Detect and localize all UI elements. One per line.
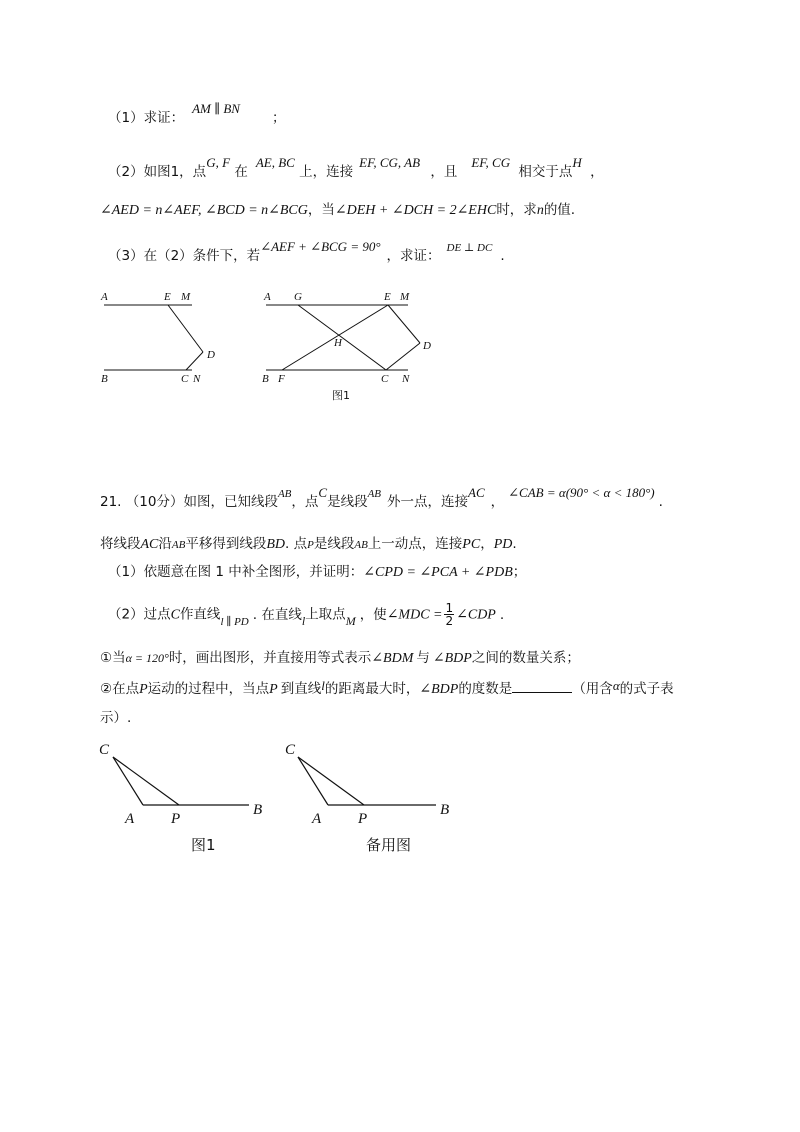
label-B: B [262, 373, 269, 385]
caption-backup: 备用图 [366, 836, 412, 854]
p21-q1-a: （1）依题意在图 1 中补全图形，并证明： [108, 564, 364, 580]
label-E: E [384, 291, 391, 303]
p21-l1-c: C [318, 485, 328, 500]
p20-q2-line2 [100, 200, 575, 221]
p21-line1 [100, 485, 663, 513]
q2-math-h: H [572, 155, 582, 170]
label-E: E [164, 291, 171, 303]
p21-l1-end: . [658, 494, 663, 510]
p20-q2-line1 [108, 155, 604, 182]
answer-blank[interactable] [512, 678, 572, 693]
p21-s2-alpha: α [612, 678, 620, 693]
q2-math-aebc: AE, BC [255, 155, 295, 170]
p21-l2-f: 上一动点，连接 [367, 536, 463, 552]
segment-DC [186, 352, 203, 370]
q2-l2-text-d: 的值. [543, 202, 576, 218]
segment-ED [388, 305, 420, 343]
label-A: A [264, 291, 271, 303]
q2-text-b: 在 [234, 164, 248, 180]
p21-line2 [100, 534, 517, 555]
label-D: D [207, 349, 215, 361]
p21-s2-e: 的度数是 [458, 681, 513, 697]
label-H: H [334, 337, 342, 349]
label-A: A [125, 811, 135, 827]
q1-math: AM ∥ BN [192, 101, 240, 116]
figure-21-fig1 [95, 738, 275, 858]
p21-s2-b: 运动的过程中，当点 [147, 681, 270, 697]
p21-s1-b: 时，画出图形，并直接用等式表示 [168, 650, 372, 666]
p20-q1 [108, 101, 286, 128]
p21-s2-p2: P [269, 682, 278, 697]
p21-q2-math: ∠MDC = [386, 607, 443, 623]
p21-q2-end: . [499, 606, 505, 623]
q2-l2-text-b: ，当 [307, 202, 335, 218]
p21-l2-bd: BD [266, 537, 286, 552]
label-A: A [312, 811, 322, 827]
p21-q2-l: l ∥ PD [220, 615, 249, 628]
p21-sub1 [100, 648, 580, 669]
p21-l2-end: . [512, 536, 517, 552]
p21-l1-f: ， [490, 494, 505, 510]
p21-l2-e: 是线段 [313, 536, 355, 552]
p21-l1-ab2: AB [367, 488, 382, 500]
p21-l2-c: 平移得到线段 [185, 536, 267, 552]
p21-s2-bdp: ∠BDP [419, 682, 459, 697]
fraction-numerator: 1 [445, 601, 454, 615]
q2-text-a: （2）如图1，点 [108, 164, 207, 180]
label-C: C [99, 742, 110, 758]
p21-q2-l2: l [301, 613, 306, 628]
p21-q1 [108, 562, 526, 583]
label-P: P [171, 811, 181, 827]
p21-s1-bdp: ∠BDP [432, 651, 472, 666]
p21-l1-ac: AC [468, 485, 485, 500]
p21-q2-d: . 在直线 [252, 606, 302, 623]
p21-q1-math: ∠CPD = ∠PCA + ∠PDB [363, 565, 513, 580]
p21-l1-d: 是线段 [327, 494, 368, 510]
p21-l2-g: ， [480, 536, 494, 552]
segment-ED [168, 305, 203, 352]
q1-end: ； [271, 110, 286, 126]
label-F: F [278, 373, 285, 385]
fraction-one-half [444, 602, 454, 627]
p21-s1-alpha: α = 120° [125, 651, 169, 665]
label-M: M [400, 291, 410, 303]
label-D: D [423, 340, 431, 352]
q2-text-e: 相交于点 [518, 164, 573, 180]
p21-q2-e: 上取点 [305, 606, 346, 623]
p21-q2-f: ，使 [359, 606, 387, 623]
label-B: B [440, 802, 450, 818]
p21-s2-l: l [321, 678, 325, 693]
figure-21-backup [280, 738, 480, 858]
figure-20-right [260, 288, 440, 408]
label-M: M [181, 291, 191, 303]
p21-l2-ab: AB [171, 539, 186, 551]
label-C: C [285, 742, 296, 758]
segment-CA [113, 757, 143, 805]
p21-l2-ac: AC [140, 537, 159, 552]
label-G: G [294, 291, 302, 303]
label-P: P [358, 811, 368, 827]
p21-s2-p: P [139, 682, 148, 697]
p21-s1-bdm: ∠BDM [371, 651, 414, 666]
p21-sub2 [100, 678, 674, 700]
p21-q2-b: 作直线 [179, 606, 221, 623]
q2-math-efcg: EF, CG [471, 155, 511, 170]
p21-s1-c: 与 [416, 650, 430, 666]
q2-text-d: ，且 [430, 164, 458, 180]
p21-l2-d: . 点 [285, 536, 308, 552]
p21-q2-m: M [345, 613, 356, 628]
p21-l1-math: ∠CAB = α(90° < α < 180°) [508, 485, 655, 500]
q3-math: ∠AEF + ∠BCG = 90° [260, 239, 381, 254]
p21-l2-pd: PD [493, 537, 513, 552]
p21-q1-end: ； [512, 564, 527, 580]
label-C: C [181, 373, 189, 385]
p21-l1-b: ，点 [291, 494, 319, 510]
p21-s2-d: 的距离最大时， [324, 681, 420, 697]
q2-text-c: 上，连接 [299, 164, 354, 180]
p21-sub2-cont [100, 708, 131, 728]
p21-q2-c: C [170, 607, 180, 623]
label-B: B [101, 373, 108, 385]
q2-l2-n: n [536, 203, 544, 218]
p21-l1-ab: AB [277, 488, 292, 500]
segment-DC [386, 343, 420, 370]
segment-CA [298, 757, 328, 805]
figure-20-left [98, 288, 218, 388]
segment-CP [298, 757, 364, 805]
q2-l2-math2: ∠DEH + ∠DCH = 2∠EHC [334, 203, 497, 218]
p21-s2-f: （用含 [572, 681, 613, 697]
p21-l2-p: P [307, 539, 314, 551]
p21-l2-ab2: AB [354, 539, 368, 551]
fraction-denominator: 2 [445, 614, 454, 628]
q3-text-a: （3）在（2）条件下，若 [108, 248, 261, 264]
p21-s1-d: 之间的数量关系； [471, 650, 580, 666]
q3-math2: DE ⊥ DC [446, 242, 493, 254]
p21-q2 [108, 602, 504, 627]
p21-l2-b: 沿 [158, 536, 172, 552]
p21-s2-c: 到直线 [280, 681, 322, 697]
caption-fig1: 图1 [332, 389, 350, 402]
label-N: N [402, 373, 410, 385]
q3-end: . [500, 248, 505, 264]
p21-s2-a: ②在点 [100, 681, 140, 697]
p21-s2-h: 示）. [100, 710, 132, 726]
p21-q2-math2: ∠CDP [456, 607, 496, 623]
label-N: N [193, 373, 201, 385]
p21-s2-g: 的式子表 [619, 681, 674, 697]
segment-CP [113, 757, 179, 805]
q2-l2-text-c: 时，求 [496, 202, 537, 218]
p21-l2-pc: PC [462, 537, 481, 552]
label-A: A [101, 291, 108, 303]
p21-s1-a: ①当 [100, 650, 126, 666]
label-B: B [253, 802, 263, 818]
q2-math-gf: G, F [206, 155, 231, 170]
p21-l2-a: 将线段 [100, 536, 141, 552]
q1-label: （1）求证： [108, 110, 185, 126]
p20-q3 [108, 239, 505, 267]
p21-l1-a: 21. （10分）如图，已知线段 [100, 494, 278, 510]
caption-fig1: 图1 [191, 836, 216, 854]
label-C: C [381, 373, 389, 385]
p21-q2-a: （2）过点 [108, 606, 171, 623]
q2-math-efcgab: EF, CG, AB [359, 155, 421, 170]
q3-text-b: ，求证： [386, 248, 441, 264]
p21-l1-e: 外一点，连接 [387, 494, 469, 510]
q2-l2-math: ∠AED = n∠AEF, ∠BCD = n∠BCG [100, 203, 308, 218]
q2-text-f: ， [590, 164, 604, 180]
